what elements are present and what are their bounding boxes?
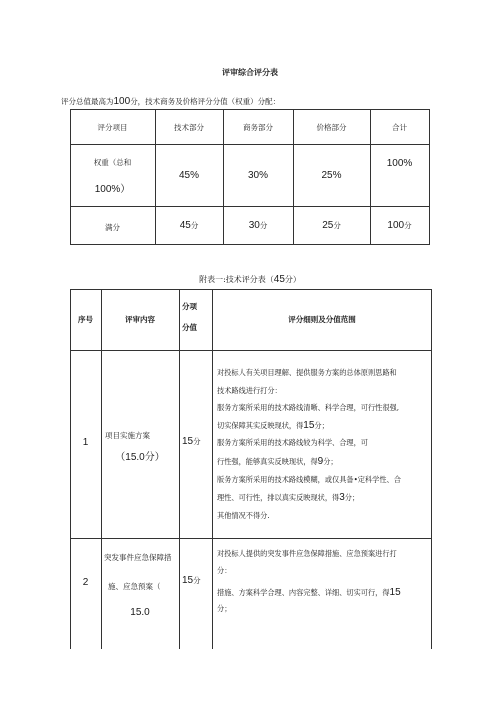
criteria-text: 行性强，能够真实反映现状，得 [217,457,318,466]
full-total: 100分 [387,220,412,231]
header-criteria: 评分细则及分值范围 [288,315,356,324]
full-business: 30分 [248,220,268,231]
header-content: 评审内容 [125,315,155,324]
criteria-score: 9 [317,456,324,467]
row1-seq: 1 [82,437,89,448]
row1-content-score: （15.0分） [115,452,165,463]
criteria-line [217,549,397,559]
table-rule [212,289,213,649]
table-rule [70,244,430,245]
weight-price: 25% [321,170,342,181]
row2-score: 15分 [182,575,201,586]
criteria-line [217,566,231,576]
weight-tech: 45% [178,170,199,181]
header-business: 商务部分 [243,123,273,132]
criteria-text: 分： [217,566,232,575]
header-tech: 技术部分 [174,123,204,132]
criteria-text: 分； [314,421,329,430]
criteria-line [217,438,368,448]
criteria-line [217,368,397,378]
table-rule [70,538,432,539]
header-score-line2: 分值 [182,323,197,332]
table-rule [70,206,430,207]
summary-table [70,109,430,245]
criteria-line [217,386,282,396]
criteria-text: 版务方案所采用的技术路线模糊，或仅具备•定科学性、合 [217,475,401,484]
criteria-line [217,420,329,431]
criteria-line [217,475,401,485]
table-rule [70,109,430,110]
table-rule [70,350,432,351]
tech-score-table [70,289,432,649]
criteria-text: 分； [344,493,360,502]
criteria-line [217,511,270,521]
intro-text [61,96,280,107]
full-price: 25分 [322,220,341,231]
table-rule [179,289,180,649]
criteria-text: 切实保障其实反映现状，得 [217,421,304,430]
header-price: 价格部分 [316,123,347,132]
row2-seq: 2 [82,577,89,588]
table-rule [101,289,102,649]
row2-content-line1: 突发事件应急保障措 [104,553,172,562]
row2-content-line2: 施、应急预案（ [108,582,161,591]
table-rule [70,289,71,649]
weight-label-total: 100%） [94,184,131,195]
full-tech: 45分 [179,220,199,231]
criteria-text: 对投标人提供的突发事件应急保障措施、应急预案进行打 [217,549,397,558]
criteria-score: 15 [389,587,401,598]
header-seq: 序号 [78,315,93,324]
row1-score: 15分 [182,436,201,447]
weight-total: 100% [386,158,413,169]
intro-post: 分，技术商务及价格评分分值（权重）分配： [130,97,281,106]
header-score-line1: 分项 [182,302,197,311]
criteria-line [217,456,338,467]
criteria-text: 理性、可行性，排以真实反映现状，得 [217,493,340,502]
table-rule [70,144,430,145]
criteria-text: 服务方案所采用的技术路线清晰、科学合理，可行性很强, [217,403,399,412]
criteria-line [217,587,401,598]
weight-business: 30% [247,170,268,181]
criteria-text: 服务方案所采用的技术路线较为科学、合理，可 [217,438,368,447]
criteria-text: 分； [217,604,232,613]
criteria-line [217,604,231,614]
weight-label: 权重（总和 [93,158,132,167]
table-rule [70,289,432,290]
header-total: 合计 [392,123,407,132]
criteria-text: 对投标人有关项目理解、提供服务方案的总体原则思路和 [217,368,397,377]
criteria-score: 3 [339,492,345,503]
intro-total: 100 [113,96,131,107]
criteria-text: 分； [323,457,338,466]
row1-content: 项目实施方案 [105,431,150,440]
criteria-line [217,403,399,413]
criteria-text: 其他情况不得分. [217,511,270,520]
criteria-text: 措施、方案科学合理、内容完整、详细、切实可行，得 [217,588,390,597]
intro-pre: 评分总值最高为 [61,97,114,106]
criteria-score: 15 [303,420,315,431]
document-title: 评审综合评分表 [222,67,278,77]
tech-table-title: 附表一:技术评分表（45分） [199,274,301,285]
header-item: 评分项目 [97,123,128,132]
criteria-line [217,492,359,503]
criteria-text: 技术路线进行打分： [217,386,282,395]
table-rule [431,289,432,649]
full-label: 满分 [105,223,120,232]
table-rule [429,109,430,245]
row2-content-line3: 15.0 [130,607,150,618]
